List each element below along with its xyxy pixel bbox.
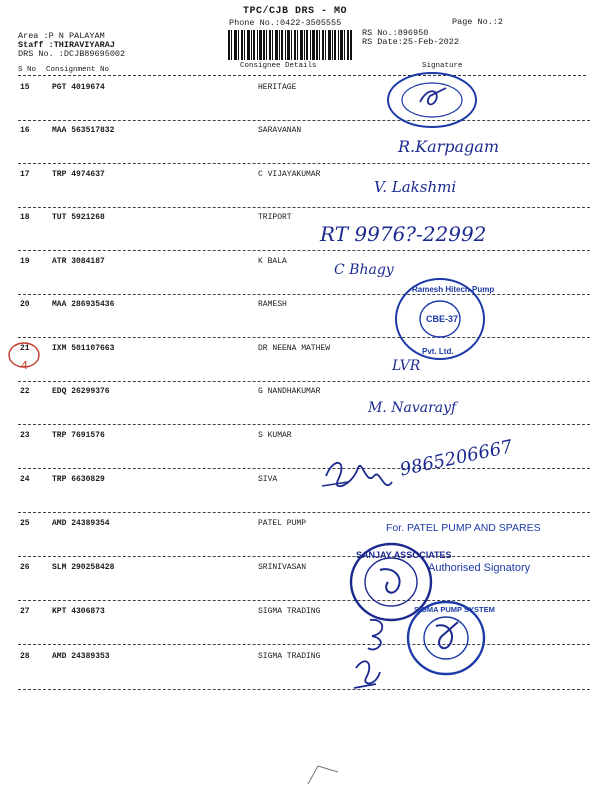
phone-number: Phone No.:0422-3505555 bbox=[229, 18, 342, 28]
ramesh-stamp-center: CBE-37 bbox=[426, 314, 459, 324]
row-consignment: IXM 501107663 bbox=[52, 344, 115, 353]
row-consignee: HERITAGE bbox=[258, 83, 297, 92]
row-consignee: DR NEENA MATHEW bbox=[258, 344, 331, 353]
page-number: Page No.:2 bbox=[452, 17, 504, 27]
row-divider bbox=[18, 163, 590, 164]
table-row bbox=[0, 126, 600, 170]
ramesh-stamp-icon bbox=[392, 276, 495, 362]
row-divider bbox=[18, 644, 590, 645]
row-consignment: AMD 24389354 bbox=[52, 519, 110, 528]
row-consignment: TUT 5921268 bbox=[52, 213, 105, 222]
red-circle-mark-icon bbox=[6, 340, 46, 374]
header-divider bbox=[18, 75, 586, 76]
row-consignee: SIVA bbox=[258, 475, 278, 484]
row-sno: 19 bbox=[20, 257, 30, 266]
scribble-signature-icon bbox=[318, 446, 408, 506]
row-consignment: EDQ 26299376 bbox=[52, 387, 110, 396]
row-consignee: RAMESH bbox=[258, 300, 287, 309]
signature-row16: R.Karpagam bbox=[398, 137, 500, 156]
col-header-sno: S No bbox=[18, 66, 37, 74]
row-consignment: SLM 290258428 bbox=[52, 563, 115, 572]
row-sno: 26 bbox=[20, 563, 30, 572]
row-divider bbox=[18, 337, 590, 338]
signature-row19: C Bhagy bbox=[334, 262, 394, 278]
row-sno: 21 bbox=[20, 344, 30, 353]
row-consignee: K BALA bbox=[258, 257, 287, 266]
row-divider bbox=[18, 381, 590, 382]
sigma-stamp-icon bbox=[404, 598, 495, 678]
row-sno: 24 bbox=[20, 475, 30, 484]
staff-label: Staff :THIRAVIYARAJ bbox=[18, 40, 115, 50]
row-divider bbox=[18, 556, 590, 557]
table-row bbox=[0, 170, 600, 214]
table-row bbox=[0, 213, 600, 257]
sheet-title: TPC/CJB DRS - MO bbox=[243, 6, 348, 17]
row-divider bbox=[18, 207, 590, 208]
row-consignment: PGT 4019674 bbox=[52, 83, 105, 92]
row-consignment: AMD 24389353 bbox=[52, 652, 110, 661]
pen-mark-icon bbox=[304, 760, 344, 790]
row-divider bbox=[18, 468, 590, 469]
ramesh-stamp-bottom: Pvt. Ltd. bbox=[422, 347, 454, 356]
row-sno: 27 bbox=[20, 607, 30, 616]
row-consignee: G NANDHAKUMAR bbox=[258, 387, 321, 396]
row-divider bbox=[18, 512, 590, 513]
row-consignee: SIGMA TRADING bbox=[258, 607, 321, 616]
table-row bbox=[0, 652, 600, 696]
sanjay-stamp-text: SANJAY ASSOCIATES bbox=[356, 550, 452, 560]
col-header-consignee: Consignee Details bbox=[240, 62, 317, 70]
sigma-stamp-text: SIGMA PUMP SYSTEM bbox=[414, 605, 495, 614]
row-consignment: MAA 286935436 bbox=[52, 300, 115, 309]
row-consignee: C VIJAYAKUMAR bbox=[258, 170, 321, 179]
row-consignee: S KUMAR bbox=[258, 431, 292, 440]
area-label: Area :P N PALAYAM bbox=[18, 31, 105, 41]
circled-row-mark: 4 bbox=[21, 359, 28, 372]
row-consignment: TRP 7691576 bbox=[52, 431, 105, 440]
table-row bbox=[0, 387, 600, 431]
authorised-signatory-label: Authorised Signatory bbox=[428, 562, 531, 574]
row-consignment: TRP 4974637 bbox=[52, 170, 105, 179]
scribble-signature-icon bbox=[346, 614, 402, 698]
table-row bbox=[0, 344, 600, 388]
row-sno: 15 bbox=[20, 83, 30, 92]
row-sno: 20 bbox=[20, 300, 30, 309]
row-divider bbox=[18, 294, 590, 295]
row-consignment: ATR 3084187 bbox=[52, 257, 105, 266]
signature-row24-phone: 9865206667 bbox=[398, 436, 515, 481]
table-row bbox=[0, 475, 600, 519]
signature-row22: M. Navarayf bbox=[368, 400, 457, 416]
barcode-icon bbox=[228, 30, 352, 60]
row-divider bbox=[18, 600, 590, 601]
row-consignment: TRP 6630829 bbox=[52, 475, 105, 484]
row-sno: 25 bbox=[20, 519, 30, 528]
row-sno: 22 bbox=[20, 387, 30, 396]
table-row bbox=[0, 300, 600, 344]
row-sno: 23 bbox=[20, 431, 30, 440]
row-sno: 17 bbox=[20, 170, 30, 179]
col-header-signature: Signature bbox=[422, 62, 463, 70]
row-consignment: KPT 4306873 bbox=[52, 607, 105, 616]
row-consignment: MAA 563517832 bbox=[52, 126, 115, 135]
row-sno: 18 bbox=[20, 213, 30, 222]
rs-number: RS No.:896950 bbox=[362, 28, 429, 38]
signature-row18: RT 9976?-22992 bbox=[320, 222, 487, 246]
col-header-consignment: Consignment No bbox=[46, 66, 110, 74]
row-divider bbox=[18, 120, 590, 121]
ramesh-stamp-top: Ramesh Hitech Pump bbox=[412, 285, 495, 294]
table-row bbox=[0, 257, 600, 301]
row-consignee: SIGMA TRADING bbox=[258, 652, 321, 661]
row-divider bbox=[18, 689, 590, 690]
rs-date: RS Date:25-Feb-2022 bbox=[362, 37, 459, 47]
signature-row21: LVR bbox=[392, 358, 421, 374]
row-divider bbox=[18, 250, 590, 251]
row-sno: 16 bbox=[20, 126, 30, 135]
row-consignee: SRINIVASAN bbox=[258, 563, 307, 572]
row15-stamp-icon bbox=[380, 70, 484, 130]
row-consignee: PATEL PUMP bbox=[258, 519, 307, 528]
row-divider bbox=[18, 424, 590, 425]
patel-stamp-label: For. PATEL PUMP AND SPARES bbox=[386, 522, 541, 534]
row-consignee: TRIPORT bbox=[258, 213, 292, 222]
drs-number: DRS No. :DCJB89695002 bbox=[18, 49, 126, 59]
row-sno: 28 bbox=[20, 652, 30, 661]
table-row bbox=[0, 83, 600, 127]
signature-row17: V. Lakshmi bbox=[374, 178, 457, 196]
table-row bbox=[0, 607, 600, 651]
row-consignee: SARAVANAN bbox=[258, 126, 302, 135]
